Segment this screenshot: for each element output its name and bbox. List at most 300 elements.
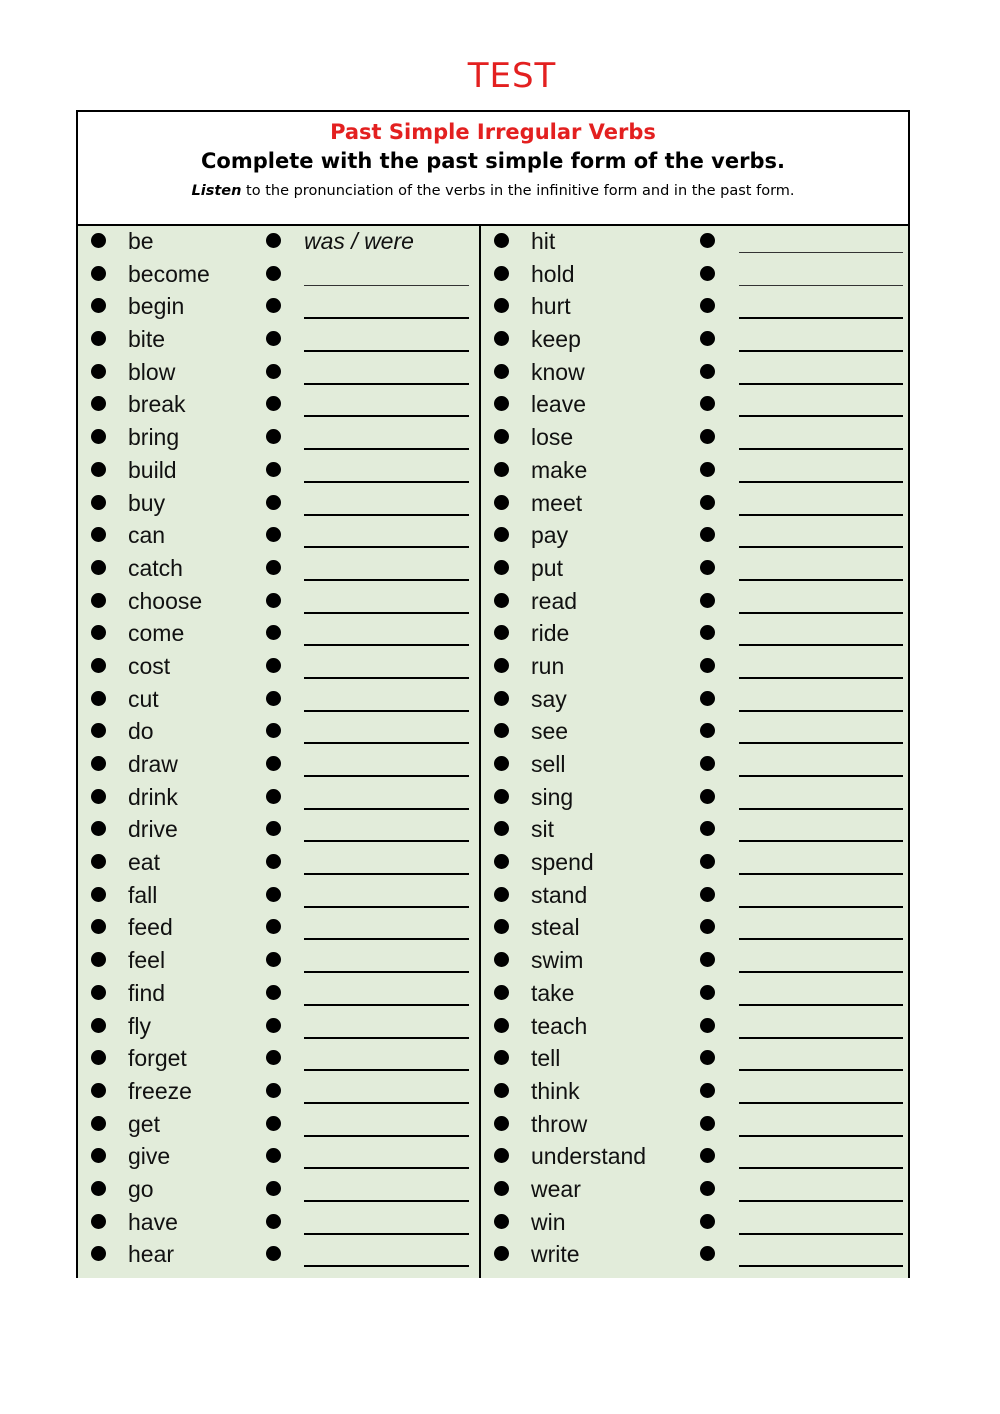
bullet-icon xyxy=(266,593,281,608)
right-verb-column xyxy=(481,226,912,1272)
verb-row xyxy=(481,684,912,717)
verb-row xyxy=(78,1076,479,1109)
answer-blank[interactable] xyxy=(304,1200,469,1202)
verb-row xyxy=(78,814,479,847)
bullet-icon xyxy=(266,560,281,575)
bullet-icon xyxy=(494,593,509,608)
verb-row xyxy=(78,1011,479,1044)
bullet-icon xyxy=(91,723,106,738)
bullet-icon xyxy=(266,527,281,542)
bullet-icon xyxy=(91,298,106,313)
bullet-icon xyxy=(91,364,106,379)
bullet-icon xyxy=(700,1083,715,1098)
verb-infinitive: think xyxy=(531,1077,580,1104)
verb-infinitive: drive xyxy=(128,816,178,843)
bullet-icon xyxy=(494,919,509,934)
verb-row xyxy=(481,1207,912,1240)
bullet-icon xyxy=(266,396,281,411)
verb-infinitive: begin xyxy=(128,293,185,320)
verb-infinitive: blow xyxy=(128,358,176,385)
verb-row xyxy=(78,651,479,684)
answer-blank[interactable] xyxy=(739,742,903,744)
verb-infinitive: teach xyxy=(531,1012,588,1039)
answer-blank[interactable] xyxy=(739,644,903,646)
bullet-icon xyxy=(494,1050,509,1065)
bullet-icon xyxy=(266,723,281,738)
verb-infinitive: run xyxy=(531,652,565,679)
answer-blank[interactable] xyxy=(304,1102,469,1104)
verb-row xyxy=(481,749,912,782)
verb-infinitive: choose xyxy=(128,587,203,614)
bullet-icon xyxy=(700,266,715,281)
verb-row xyxy=(481,520,912,553)
bullet-icon xyxy=(700,364,715,379)
verb-row xyxy=(78,945,479,978)
bullet-icon xyxy=(91,691,106,706)
verb-infinitive: ride xyxy=(531,620,570,647)
left-verb-column xyxy=(78,226,479,1272)
answer-blank[interactable] xyxy=(739,873,903,875)
answer-blank[interactable] xyxy=(304,546,469,548)
bullet-icon xyxy=(700,952,715,967)
bullet-icon xyxy=(700,985,715,1000)
bullet-icon xyxy=(494,1181,509,1196)
bullet-icon xyxy=(700,1050,715,1065)
bullet-icon xyxy=(494,854,509,869)
bullet-icon xyxy=(266,364,281,379)
verb-row xyxy=(481,716,912,749)
verb-infinitive: become xyxy=(128,260,210,287)
answer-blank[interactable] xyxy=(304,350,469,352)
verb-infinitive: hold xyxy=(531,260,575,287)
verb-row xyxy=(481,357,912,390)
bullet-icon xyxy=(91,429,106,444)
answer-blank[interactable] xyxy=(739,1135,903,1137)
verb-row xyxy=(78,259,479,292)
bullet-icon xyxy=(494,266,509,281)
answer-blank[interactable] xyxy=(739,317,903,319)
verb-row xyxy=(481,553,912,586)
verb-infinitive: can xyxy=(128,522,166,549)
answer-blank[interactable] xyxy=(304,514,469,516)
verb-row xyxy=(78,226,479,259)
verb-row xyxy=(481,291,912,324)
answer-blank[interactable] xyxy=(304,1069,469,1071)
answer-blank[interactable] xyxy=(739,546,903,548)
verb-infinitive: do xyxy=(128,718,154,745)
verb-infinitive: have xyxy=(128,1208,178,1235)
verb-row xyxy=(481,1109,912,1142)
verb-infinitive: cut xyxy=(128,685,159,712)
bullet-icon xyxy=(266,495,281,510)
bullet-icon xyxy=(266,821,281,836)
answer-blank[interactable] xyxy=(739,775,903,777)
bullet-icon xyxy=(91,495,106,510)
bullet-icon xyxy=(266,298,281,313)
verb-row xyxy=(481,1076,912,1109)
verb-row xyxy=(78,553,479,586)
verb-row xyxy=(78,880,479,913)
verb-infinitive: steal xyxy=(531,914,580,941)
bullet-icon xyxy=(266,756,281,771)
verb-infinitive: wear xyxy=(531,1175,581,1202)
bullet-icon xyxy=(700,919,715,934)
verb-infinitive: hear xyxy=(128,1241,175,1268)
verb-row xyxy=(481,488,912,521)
answer-blank[interactable] xyxy=(739,415,903,417)
example-answer: was / were xyxy=(304,228,414,254)
verb-infinitive: feed xyxy=(128,914,173,941)
answer-blank[interactable] xyxy=(304,938,469,940)
verb-infinitive: come xyxy=(128,620,185,647)
verb-infinitive: be xyxy=(128,228,154,254)
verb-infinitive: keep xyxy=(531,326,581,353)
bullet-icon xyxy=(91,1181,106,1196)
bullet-icon xyxy=(700,1181,715,1196)
verb-infinitive: feel xyxy=(128,947,166,974)
verb-row xyxy=(78,422,479,455)
answer-blank[interactable] xyxy=(739,1037,903,1039)
bullet-icon xyxy=(494,625,509,640)
answer-blank[interactable] xyxy=(739,677,903,679)
bullet-icon xyxy=(494,658,509,673)
answer-blank[interactable] xyxy=(304,775,469,777)
bullet-icon xyxy=(700,527,715,542)
answer-blank[interactable] xyxy=(304,710,469,712)
answer-blank[interactable] xyxy=(304,383,469,385)
answer-blank[interactable] xyxy=(304,1135,469,1137)
verb-infinitive: stand xyxy=(531,881,588,908)
answer-blank[interactable] xyxy=(739,1200,903,1202)
verb-row xyxy=(481,945,912,978)
answer-blank[interactable] xyxy=(739,514,903,516)
answer-blank[interactable] xyxy=(739,383,903,385)
verb-infinitive: go xyxy=(128,1175,154,1202)
bullet-icon xyxy=(700,298,715,313)
bullet-icon xyxy=(700,723,715,738)
bullet-icon xyxy=(266,1050,281,1065)
answer-blank[interactable] xyxy=(304,677,469,679)
bullet-icon xyxy=(91,396,106,411)
verb-infinitive: see xyxy=(531,718,569,745)
worksheet-header xyxy=(78,112,908,226)
bullet-icon xyxy=(266,1246,281,1261)
bullet-icon xyxy=(700,429,715,444)
worksheet-instruction: Complete with the past simple form of the verbs. xyxy=(201,149,785,173)
bullet-icon xyxy=(494,331,509,346)
bullet-icon xyxy=(266,691,281,706)
verb-infinitive: spend xyxy=(531,849,594,876)
bullet-icon xyxy=(494,691,509,706)
bullet-icon xyxy=(700,560,715,575)
bullet-icon xyxy=(700,495,715,510)
bullet-icon xyxy=(266,854,281,869)
answer-blank[interactable] xyxy=(304,1004,469,1006)
listen-note-text: to the pronunciation of the verbs in the infinitive form and in the past form. xyxy=(241,183,795,199)
verb-infinitive: read xyxy=(531,587,578,614)
verb-row xyxy=(78,847,479,880)
answer-blank[interactable] xyxy=(739,971,903,973)
answer-blank[interactable] xyxy=(739,1233,903,1235)
bullet-icon xyxy=(91,952,106,967)
verb-infinitive: sell xyxy=(531,751,566,777)
bullet-icon xyxy=(494,1148,509,1163)
bullet-icon xyxy=(91,527,106,542)
answer-blank[interactable] xyxy=(739,579,903,581)
bullet-icon xyxy=(266,1214,281,1229)
verb-row xyxy=(78,1174,479,1207)
verb-row xyxy=(78,1239,479,1272)
answer-blank[interactable] xyxy=(739,710,903,712)
bullet-icon xyxy=(494,789,509,804)
verb-row xyxy=(78,488,479,521)
bullet-icon xyxy=(494,527,509,542)
verb-row xyxy=(78,618,479,651)
verb-row xyxy=(481,389,912,422)
bullet-icon xyxy=(91,1116,106,1131)
bullet-icon xyxy=(266,887,281,902)
answer-blank[interactable] xyxy=(739,1069,903,1071)
verb-row xyxy=(481,422,912,455)
bullet-icon xyxy=(700,1116,715,1131)
bullet-icon xyxy=(494,756,509,771)
verb-infinitive: get xyxy=(128,1110,160,1137)
bullet-icon xyxy=(700,691,715,706)
listen-note xyxy=(78,183,908,199)
answer-blank[interactable] xyxy=(304,906,469,908)
answer-blank[interactable] xyxy=(304,971,469,973)
answer-blank[interactable] xyxy=(739,252,903,253)
answer-blank[interactable] xyxy=(739,906,903,908)
worksheet-box xyxy=(76,110,910,1278)
answer-blank[interactable] xyxy=(304,644,469,646)
bullet-icon xyxy=(266,658,281,673)
bullet-icon xyxy=(494,887,509,902)
verb-infinitive: find xyxy=(128,979,166,1006)
answer-blank[interactable] xyxy=(739,1102,903,1104)
answer-blank[interactable] xyxy=(304,448,469,450)
verb-infinitive: fly xyxy=(128,1012,151,1039)
answer-blank[interactable] xyxy=(304,1233,469,1235)
verb-row xyxy=(78,520,479,553)
bullet-icon xyxy=(91,625,106,640)
verb-row xyxy=(481,651,912,684)
answer-blank[interactable] xyxy=(304,612,469,614)
page-title: TEST xyxy=(467,56,557,96)
bullet-icon xyxy=(494,298,509,313)
verb-row xyxy=(78,291,479,324)
bullet-icon xyxy=(91,658,106,673)
answer-blank[interactable] xyxy=(304,840,469,842)
bullet-icon xyxy=(266,462,281,477)
answer-blank[interactable] xyxy=(739,481,903,483)
answer-blank[interactable] xyxy=(739,808,903,810)
verb-infinitive: bring xyxy=(128,424,180,451)
verb-row xyxy=(78,782,479,815)
answer-blank[interactable] xyxy=(304,808,469,810)
bullet-icon xyxy=(266,952,281,967)
verb-infinitive: tell xyxy=(531,1045,561,1072)
verb-row xyxy=(481,618,912,651)
answer-blank[interactable] xyxy=(304,873,469,875)
bullet-icon xyxy=(91,593,106,608)
bullet-icon xyxy=(91,560,106,575)
answer-blank[interactable] xyxy=(304,742,469,744)
verb-row xyxy=(481,782,912,815)
answer-blank[interactable] xyxy=(739,840,903,842)
verb-row xyxy=(481,847,912,880)
answer-blank[interactable] xyxy=(739,1004,903,1006)
answer-blank[interactable] xyxy=(739,612,903,614)
verb-row xyxy=(78,1141,479,1174)
bullet-icon xyxy=(91,1148,106,1163)
verb-row xyxy=(481,1011,912,1044)
bullet-icon xyxy=(494,429,509,444)
verb-infinitive: know xyxy=(531,358,585,385)
answer-blank[interactable] xyxy=(739,350,903,352)
answer-blank[interactable] xyxy=(304,579,469,581)
verb-row xyxy=(78,586,479,619)
bullet-icon xyxy=(700,789,715,804)
verb-infinitive: give xyxy=(128,1143,171,1170)
verb-infinitive: cost xyxy=(128,652,171,679)
verb-row xyxy=(78,357,479,390)
bullet-icon xyxy=(494,1246,509,1261)
bullet-icon xyxy=(91,266,106,281)
verb-row xyxy=(481,1141,912,1174)
verb-infinitive: meet xyxy=(531,489,583,516)
answer-blank[interactable] xyxy=(739,1167,903,1169)
bullet-icon xyxy=(494,396,509,411)
bullet-icon xyxy=(266,1018,281,1033)
verb-row xyxy=(78,1109,479,1142)
verb-infinitive: put xyxy=(531,554,563,581)
bullet-icon xyxy=(494,1018,509,1033)
answer-blank[interactable] xyxy=(739,448,903,450)
verb-row xyxy=(78,684,479,717)
bullet-icon xyxy=(266,1181,281,1196)
verb-row xyxy=(78,455,479,488)
answer-blank[interactable] xyxy=(304,415,469,417)
verb-row xyxy=(481,586,912,619)
verb-infinitive: swim xyxy=(531,947,584,974)
verb-infinitive: draw xyxy=(128,751,178,777)
verb-infinitive: take xyxy=(531,979,575,1006)
bullet-icon xyxy=(494,1214,509,1229)
verb-infinitive: make xyxy=(531,456,588,483)
bullet-icon xyxy=(91,1018,106,1033)
verb-infinitive: forget xyxy=(128,1045,187,1072)
bullet-icon xyxy=(91,821,106,836)
bullet-icon xyxy=(266,1148,281,1163)
answer-blank[interactable] xyxy=(739,285,903,286)
verb-infinitive: build xyxy=(128,456,177,483)
verb-row xyxy=(481,814,912,847)
verb-row xyxy=(78,912,479,945)
bullet-icon xyxy=(494,364,509,379)
bullet-icon xyxy=(266,266,281,281)
verb-infinitive: throw xyxy=(531,1110,588,1137)
bullet-icon xyxy=(91,789,106,804)
verb-infinitive: freeze xyxy=(128,1077,192,1104)
bullet-icon xyxy=(494,495,509,510)
bullet-icon xyxy=(266,1083,281,1098)
bullet-icon xyxy=(494,233,509,248)
verb-row xyxy=(78,389,479,422)
verb-infinitive: catch xyxy=(128,554,183,581)
answer-blank[interactable] xyxy=(304,1167,469,1169)
listen-label: Listen xyxy=(191,183,242,199)
verb-infinitive: sit xyxy=(531,816,554,843)
verb-list-area xyxy=(78,226,908,1278)
bullet-icon xyxy=(91,887,106,902)
bullet-icon xyxy=(91,854,106,869)
bullet-icon xyxy=(91,331,106,346)
bullet-icon xyxy=(700,593,715,608)
bullet-icon xyxy=(700,396,715,411)
verb-infinitive: lose xyxy=(531,424,574,451)
verb-row xyxy=(78,1207,479,1240)
bullet-icon xyxy=(266,429,281,444)
bullet-icon xyxy=(494,462,509,477)
bullet-icon xyxy=(91,756,106,771)
verb-row xyxy=(481,324,912,357)
verb-infinitive: hit xyxy=(531,228,556,254)
answer-blank[interactable] xyxy=(304,317,469,319)
bullet-icon xyxy=(700,1148,715,1163)
verb-infinitive: write xyxy=(531,1241,580,1268)
verb-row xyxy=(481,912,912,945)
bullet-icon xyxy=(700,756,715,771)
bullet-icon xyxy=(700,233,715,248)
bullet-icon xyxy=(91,462,106,477)
verb-row xyxy=(481,259,912,292)
bullet-icon xyxy=(266,233,281,248)
verb-row xyxy=(78,978,479,1011)
bullet-icon xyxy=(91,1083,106,1098)
bullet-icon xyxy=(700,887,715,902)
verb-row xyxy=(481,978,912,1011)
verb-infinitive: say xyxy=(531,685,567,712)
bullet-icon xyxy=(700,854,715,869)
verb-infinitive: eat xyxy=(128,849,160,876)
answer-blank[interactable] xyxy=(304,481,469,483)
bullet-icon xyxy=(700,1018,715,1033)
bullet-icon xyxy=(700,1246,715,1261)
verb-row xyxy=(78,324,479,357)
bullet-icon xyxy=(91,1246,106,1261)
bullet-icon xyxy=(91,985,106,1000)
bullet-icon xyxy=(494,560,509,575)
answer-blank[interactable] xyxy=(304,285,469,286)
answer-blank[interactable] xyxy=(304,1265,469,1267)
bullet-icon xyxy=(91,1214,106,1229)
bullet-icon xyxy=(266,331,281,346)
answer-blank[interactable] xyxy=(739,1265,903,1267)
bullet-icon xyxy=(700,625,715,640)
bullet-icon xyxy=(91,919,106,934)
verb-infinitive: pay xyxy=(531,522,569,549)
bullet-icon xyxy=(700,658,715,673)
worksheet-subtitle: Past Simple Irregular Verbs xyxy=(330,120,656,144)
bullet-icon xyxy=(266,919,281,934)
answer-blank[interactable] xyxy=(304,1037,469,1039)
verb-infinitive: hurt xyxy=(531,293,571,320)
verb-row xyxy=(481,226,912,259)
answer-blank[interactable] xyxy=(739,938,903,940)
verb-infinitive: leave xyxy=(531,391,586,418)
verb-row xyxy=(481,880,912,913)
